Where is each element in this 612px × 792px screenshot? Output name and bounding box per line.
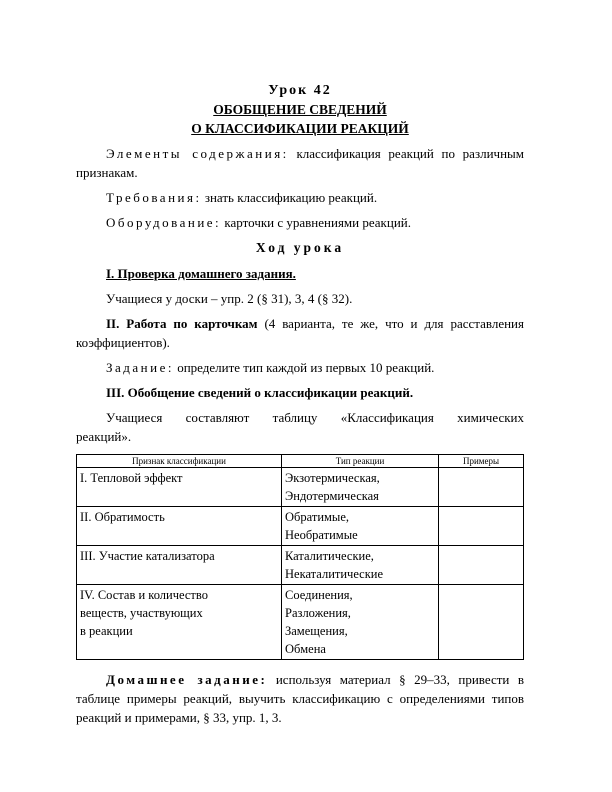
table-cell-feature: IV. Состав и количество веществ, участвующих в реакции [77,585,282,660]
table-cell-type: Обратимые, Необратимые [282,507,439,546]
table-cell-feature: II. Обратимость [77,507,282,546]
equipment [76,213,524,232]
requirements-label: Требования: [106,190,202,205]
section-3-text: Учащиеся составляют таблицу «Классификация химических реакций». [76,410,524,444]
lesson-course-heading: Ход урока [255,240,345,255]
table-cell-examples [439,546,524,585]
section-3-heading: III. Обобщение сведений о классификации реакций. [106,385,414,400]
section-2-heading: II. Работа по карточкам [106,316,258,331]
classification-table [76,454,524,660]
table-cell-feature: III. Участие катализатора [77,546,282,585]
table-cell-examples [439,507,524,546]
section-1-heading: I. Проверка домашнего задания. [106,266,296,281]
task-text: определите тип каждой из первых 10 реакций. [173,360,435,375]
equipment-label: Оборудование: [106,215,222,230]
equipment-text: карточки с уравнениями реакций. [221,215,411,230]
table-row [77,585,524,660]
content-elements-text: классификация реакций по различным признакам. [76,146,524,180]
content-elements-label: Элементы содержания: [106,146,289,161]
content-elements [76,144,524,182]
table-header-feature: Признак классификации [77,455,282,468]
lesson-title-line-2: О КЛАССИФИКАЦИИ РЕАКЦИЙ [191,121,409,136]
table-cell-examples [439,585,524,660]
task [76,358,524,377]
task-label: Задание: [106,360,174,375]
section-2-text: (4 варианта, те же, что и для расставления коэффициентов). [76,316,524,350]
lesson-number: Урок 42 [268,83,332,98]
table-row [77,468,524,507]
lesson-page [76,82,524,727]
section-2 [76,314,524,352]
table-cell-feature: I. Тепловой эффект [77,468,282,507]
table-header-type: Тип реакции [282,455,439,468]
table-row [77,546,524,585]
table-header-examples: Примеры [439,455,524,468]
requirements-text: знать классификацию реакций. [201,190,378,205]
table-row [77,507,524,546]
homework [76,670,524,727]
table-cell-type: Каталитические, Некаталитические [282,546,439,585]
table-cell-type: Соединения, Разложения, Замещения, Обмена [282,585,439,660]
table-cell-type: Экзотермическая, Эндотермическая [282,468,439,507]
table-header-row [77,455,524,468]
section-1-text: Учащиеся у доски – упр. 2 (§ 31), 3, 4 (§ 32). [106,291,353,306]
requirements [76,188,524,207]
lesson-title-line-1: ОБОБЩЕНИЕ СВЕДЕНИЙ [213,102,387,117]
table-cell-examples [439,468,524,507]
homework-text: используя материал § 29–33, привести в таблице примеры реакций, выучить классификацию с определениями типов реакций и примерами, § 33, упр. 1, 3. [76,672,524,725]
homework-label: Домашнее задание: [106,672,268,687]
